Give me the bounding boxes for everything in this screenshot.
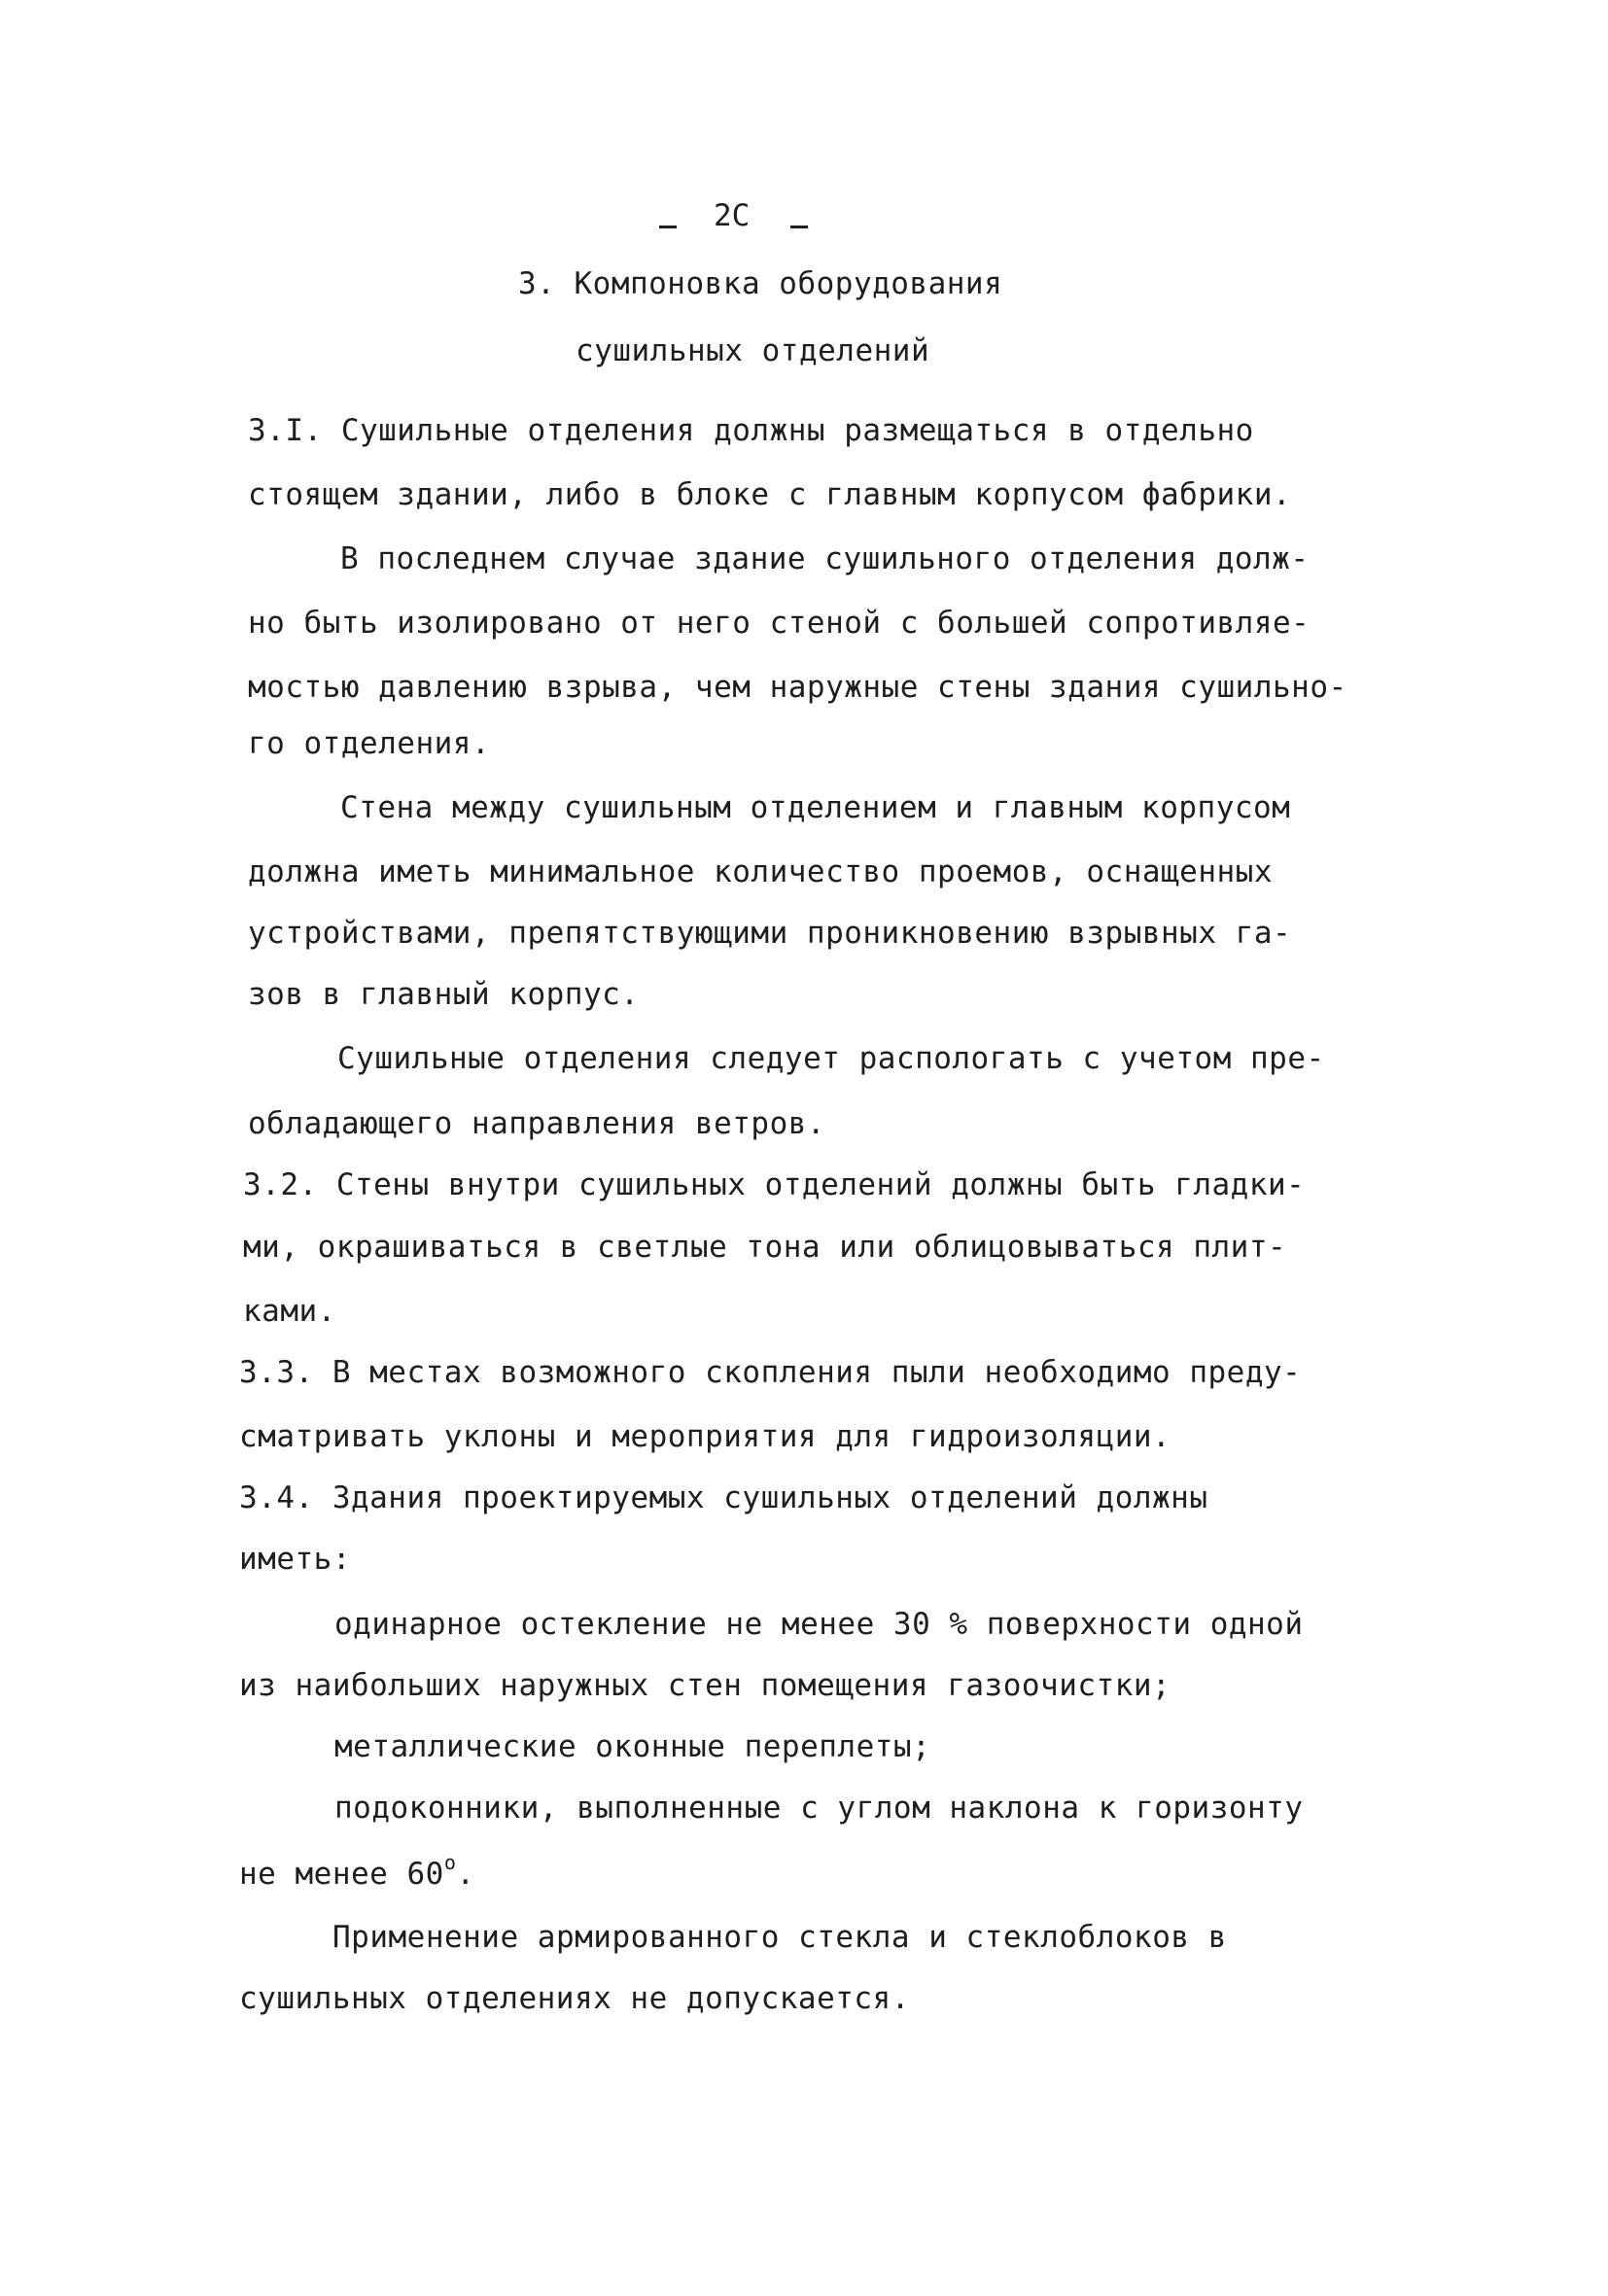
text-line: подоконники, выполненные с углом наклона к горизонту (334, 1791, 1304, 1826)
text-line: 3.4. Здания проектируемых сушильных отделений должны (239, 1480, 1208, 1515)
text-line: ми, окрашиваться в светлые тона или облицовываться плит- (243, 1230, 1287, 1265)
text-line: мостью давлению взрыва, чем наружные стены здания сушильно- (248, 670, 1347, 705)
text-line-end: . (456, 1857, 475, 1892)
page-number-dash-right (790, 226, 808, 228)
section-heading-line-2: сушильных отделений (576, 333, 930, 368)
text-line: но быть изолировано от него стеной с большей сопротивляе- (248, 606, 1311, 641)
text-line: Сушильные отделения следует распологать с учетом пре- (337, 1041, 1325, 1076)
page-number-dash-left (659, 226, 677, 228)
text-line: Применение армированного стекла и стеклоблоков в (332, 1920, 1227, 1955)
page-number-text: 2С (714, 198, 751, 233)
section-heading-line-1: 3. Компоновка оборудования (518, 266, 1003, 301)
degree-superscript: о (443, 1850, 457, 1874)
text-line-main: не менее 60 (239, 1857, 444, 1892)
text-line: сматривать уклоны и мероприятия для гидроизоляции. (239, 1419, 1171, 1454)
text-line: обладающего направления ветров. (248, 1106, 826, 1141)
text-line: стоящем здании, либо в блоке с главным корпусом фабрики. (248, 477, 1292, 512)
text-line: го отделения. (248, 726, 491, 761)
text-line: сушильных отделениях не допускается. (239, 1981, 910, 2016)
text-line: 3.3. В местах возможного скопления пыли необходимо преду- (239, 1355, 1302, 1390)
page-number (659, 196, 834, 235)
text-line: ками. (243, 1294, 336, 1329)
text-line: зов в главный корпус. (248, 977, 640, 1012)
text-line: должна иметь минимальное количество проемов, оснащенных (248, 854, 1273, 889)
text-line: металлические оконные переплеты; (334, 1729, 931, 1764)
text-line: Стена между сушильным отделением и главным корпусом (340, 790, 1291, 825)
text-line: 3.I. Сушильные отделения должны размещаться в отдельно (248, 413, 1254, 448)
text-line: иметь: (239, 1542, 351, 1577)
text-line (239, 1850, 475, 1894)
text-line: одинарное остекление не менее 30 % поверхности одной (334, 1607, 1304, 1642)
text-line: устройствами, препятствующими проникновению взрывных га- (248, 916, 1292, 951)
text-line: 3.2. Стены внутри сушильных отделений должны быть гладки- (243, 1167, 1306, 1202)
text-line: В последнем случае здание сушильного отделения долж- (340, 541, 1310, 576)
text-line: из наибольших наружных стен помещения газоочистки; (239, 1668, 1171, 1703)
